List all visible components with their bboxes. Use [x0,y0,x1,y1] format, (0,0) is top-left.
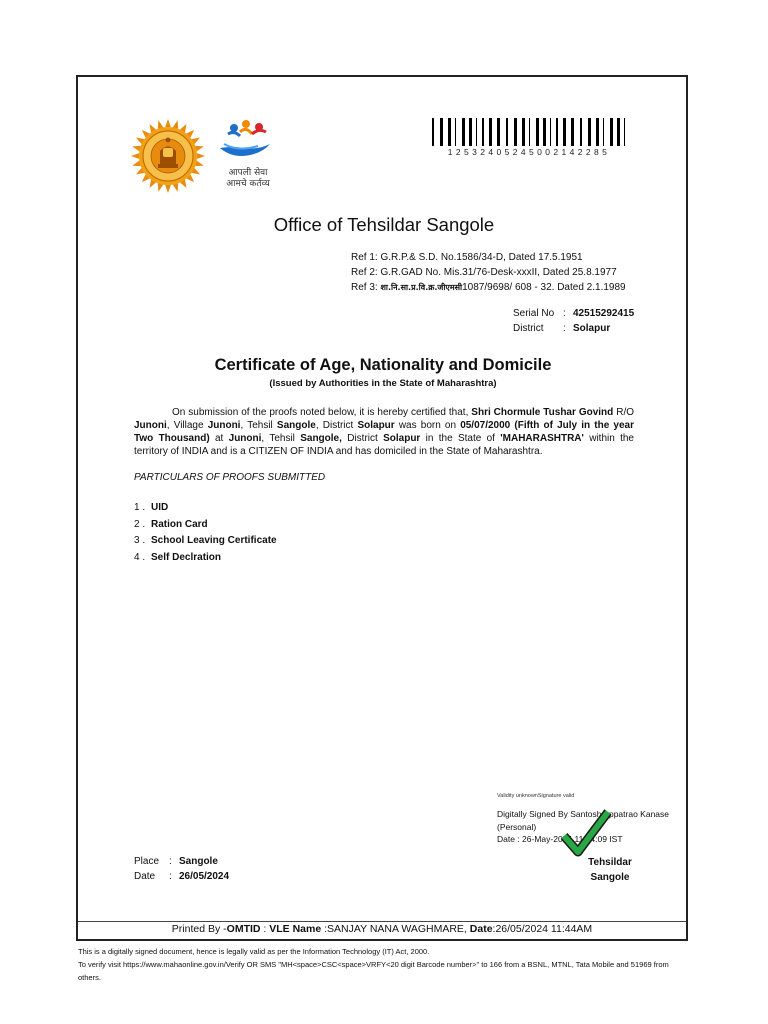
logo-motto [212,168,284,190]
serial-block: Serial No : 42515292415 District : Solapur [513,308,635,334]
ref-2: Ref 2: G.R.GAD No. Mis.31/76-Desk-xxxII, Dated 25.8.1977 [351,267,617,278]
barcode-number: 12532405245002142285 [447,147,611,157]
certificate-body: On submission of the proofs noted below, it is hereby certified that, Shri Chormule Tushar Govind R/O Junoni, Village Junoni, Tehsil Sangole, District Solapur was born on 05/07/2000 (Fifth of July in the year Two Thousand) at Junoni, Tehsil Sangole, District Solapur in the State of 'MAHARASHTRA' within the territory of INDIA and is a CITIZEN OF INDIA and has domiciled in the State of Maharashtra. [134,407,634,457]
legal-note: This is a digitally signed document, hence is legally valid as per the Information Technology (IT) Act, 2000. [78,947,430,956]
place-value: Sangole [179,856,218,867]
birth-date: 05/07/2000 (Fifth of July in the year Two Thousand) [134,420,634,444]
maharashtra-seal-icon [130,118,206,194]
motto-line-2: आमचे कर्तव्य [226,179,270,189]
ref-3-marathi: शा.नि.सा.प्र.वि.क्र.जीएमसी [380,283,463,292]
list-item: 2 . Ration Card [134,518,208,530]
list-item: 1 . UID [134,502,169,513]
serial-label: Serial No [513,308,555,319]
footer-divider [78,921,686,922]
date-value: 26/05/2024 [179,871,230,882]
signature-validity: Validity unknownSignature valid [497,793,575,799]
barcode-icon [432,118,628,146]
holder-name: Shri Chormule Tushar Govind [471,407,614,418]
references [351,250,626,295]
ref-3: Ref 3: शा.नि.सा.प्र.वि.क्र.जीएमसी1087/9698/ 608 - 32. Dated 2.1.1989 [351,282,626,293]
office-title: Office of Tehsildar Sangole [273,214,495,235]
district-label: District [513,323,544,334]
ref-1: Ref 1: G.R.P.& S.D. No.1586/34-D, Dated 17.5.1951 [351,252,583,263]
date-label: Date [134,871,156,882]
motto-line-1: आपली सेवा [228,168,268,178]
serial-value: 42515292415 [573,308,635,319]
district-value: Solapur [573,323,611,334]
place-date-block: Place : Sangole Date : 26/05/2024 [134,856,230,882]
check-icon [560,806,612,858]
particulars-heading: PARTICULARS OF PROOFS SUBMITTED [134,472,326,483]
list-item: 3 . School Leaving Certificate [134,535,277,546]
certificate-title: Certificate of Age, Nationality and Domicile [214,356,552,374]
certificate-subtitle: (Issued by Authorities in the State of Maharashtra) [269,378,497,389]
list-item: 4 . Self Declration [134,551,222,563]
signatory-title: Tehsildar Sangole [588,857,632,883]
aaple-sarkar-logo-icon [214,118,274,162]
verification-footer [78,945,693,984]
place-label: Place [134,856,160,867]
printed-by-line: Printed By -OMTID : VLE Name :SANJAY NANA WAGHMARE, Date:26/05/2024 11:44AM [171,923,593,935]
verify-note: To verify visit https://www.mahaonline.gov.in/Verify OR SMS "MH<space>CSC<space>VRFY<20 digit Barcode number>" to 166 from a BSNL, MTNL, Tata Mobile and 51969 from others. [78,960,669,982]
digital-signature: Digitally Signed By Santosh Appatrao Kanase (Personal) Date : 26-May-2024 11:44:09 IST [497,809,670,844]
proofs-list [134,500,277,566]
